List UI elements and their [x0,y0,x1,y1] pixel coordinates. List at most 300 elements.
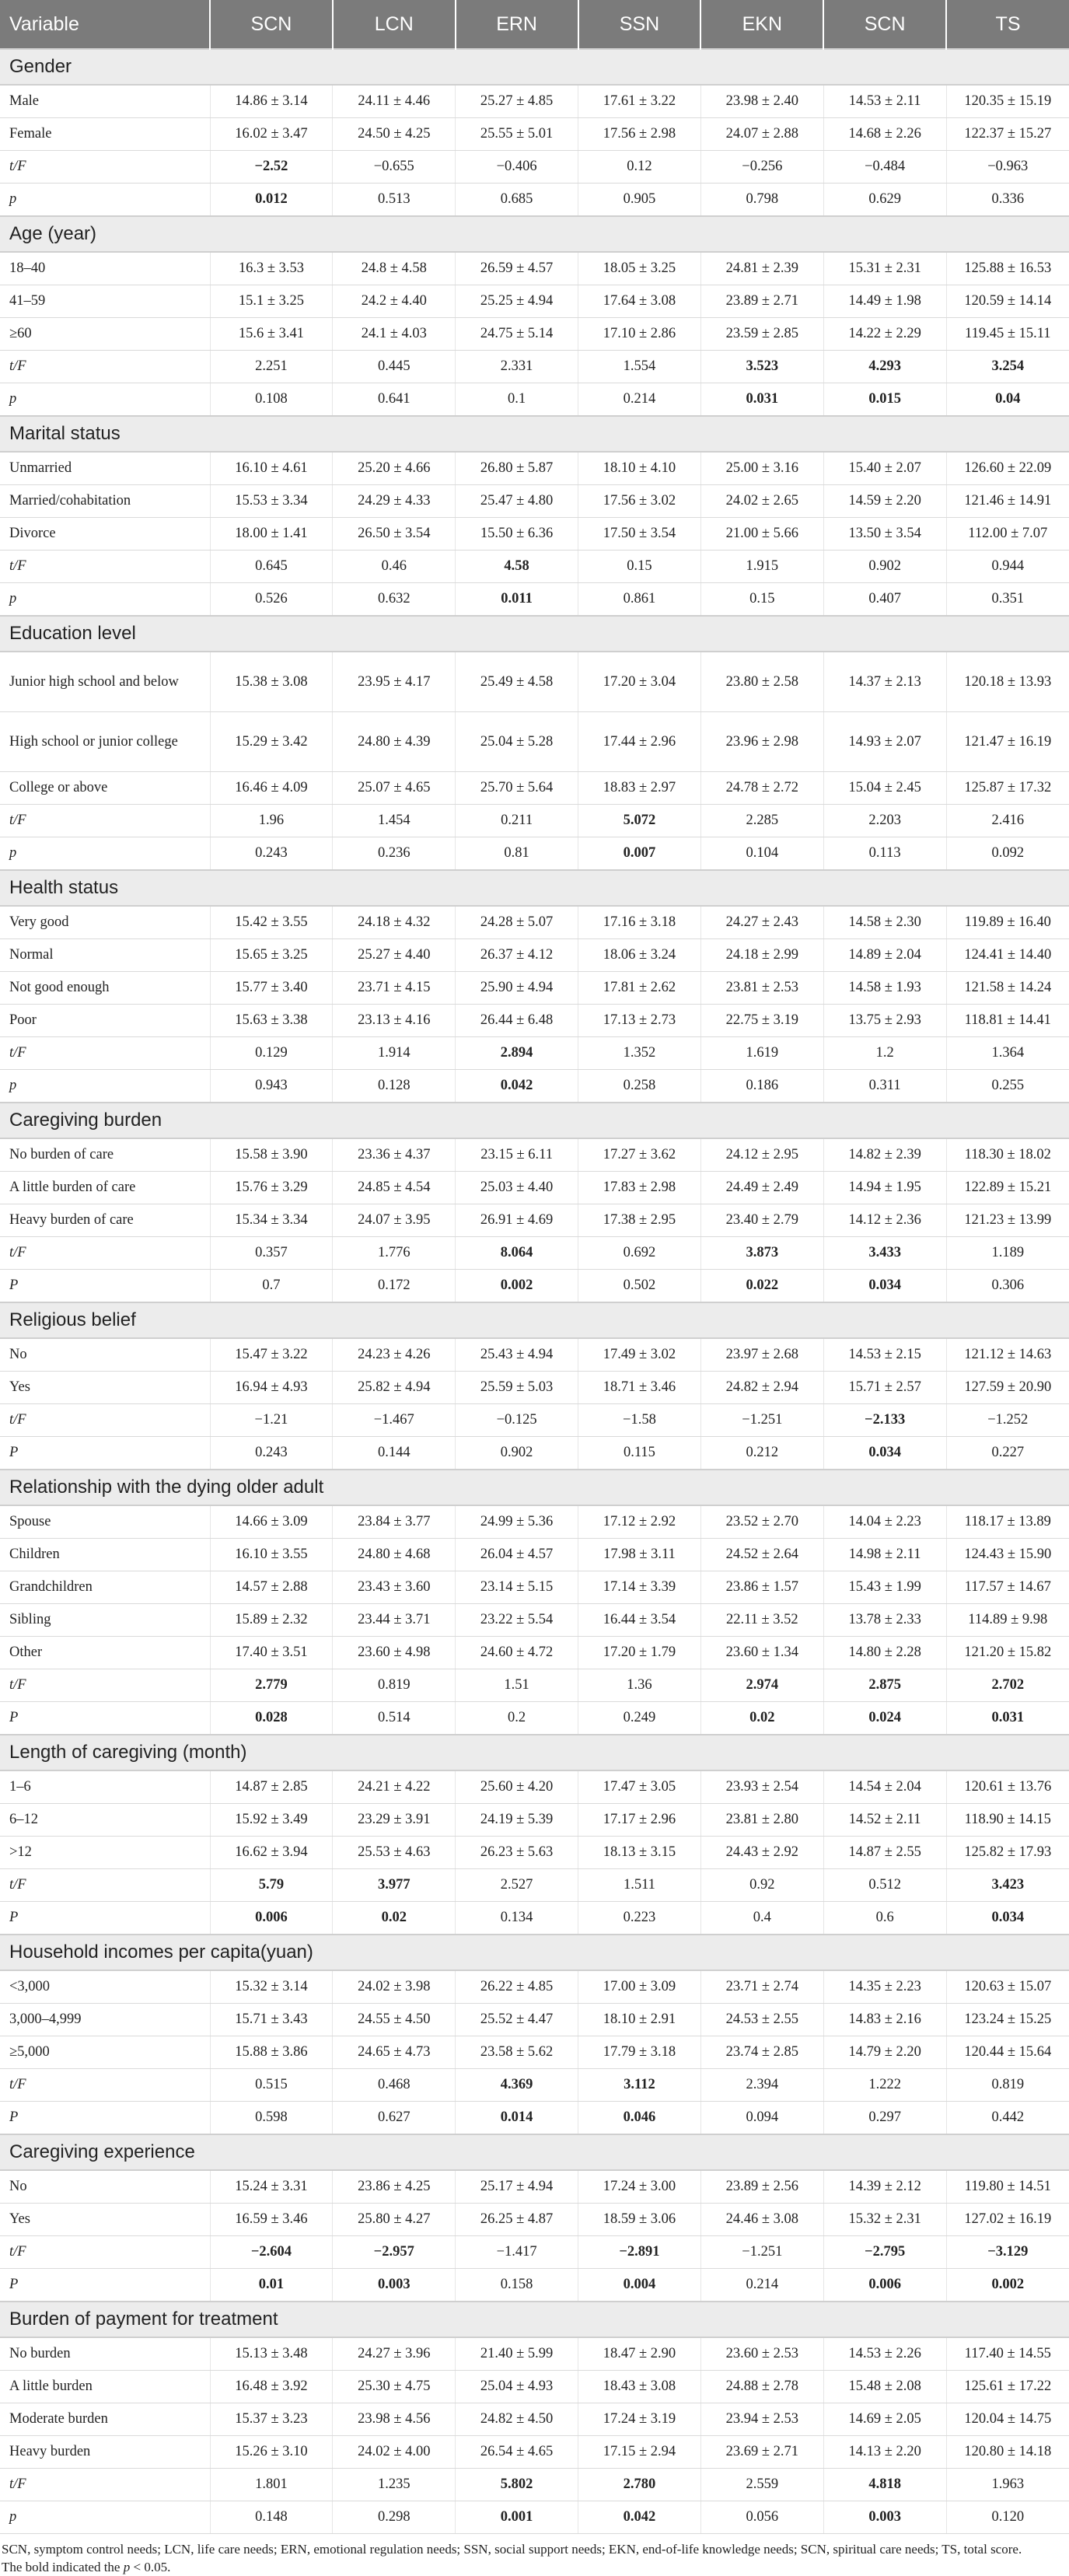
table-cell: 0.1 [456,383,578,417]
header-ekn: EKN [700,0,823,49]
table-cell: 3.112 [578,2069,701,2102]
table-cell: 24.12 ± 2.95 [700,1138,823,1172]
table-cell: 23.36 ± 4.37 [333,1138,456,1172]
table-cell: 16.94 ± 4.93 [210,1372,333,1404]
table-cell: 0.006 [823,2269,946,2302]
table-cell: 0.108 [210,383,333,417]
table-cell: −0.484 [823,151,946,184]
table-cell: 24.21 ± 4.22 [333,1770,456,1804]
footnote-significance-prefix: The bold indicated the [2,2560,124,2574]
table-cell: 2.527 [456,1869,578,1902]
table-cell: 16.3 ± 3.53 [210,252,333,285]
table-cell: 0.092 [946,837,1069,871]
table-cell: 2.331 [456,351,578,383]
table-row [0,1404,1069,1437]
table-cell: 0.186 [700,1070,823,1103]
section-header [0,616,1069,652]
section-title: Caregiving experience [0,2134,1069,2170]
table-row [0,2170,1069,2204]
table-cell: 4.58 [456,551,578,583]
table-cell: 0.502 [578,1270,701,1303]
table-cell: 0.944 [946,551,1069,583]
section-title: Marital status [0,416,1069,452]
table-cell: 5.072 [578,805,701,837]
table-cell: 24.53 ± 2.55 [700,2004,823,2036]
table-cell: 17.47 ± 3.05 [578,1770,701,1804]
table-cell: 0.236 [333,837,456,871]
table-cell: 24.80 ± 4.39 [333,712,456,772]
table-cell: 117.57 ± 14.67 [946,1571,1069,1604]
table-cell: 25.17 ± 4.94 [456,2170,578,2204]
table-cell: 0.134 [456,1902,578,1935]
table-cell: 0.031 [700,383,823,417]
table-cell: 17.83 ± 2.98 [578,1172,701,1204]
table-cell: 0.011 [456,583,578,617]
table-cell: 25.55 ± 5.01 [456,118,578,151]
section-header [0,1302,1069,1338]
table-cell: 0.028 [210,1702,333,1735]
table-cell: 0.306 [946,1270,1069,1303]
table-row [0,1837,1069,1869]
table-cell: 0.214 [578,383,701,417]
table-body [0,49,1069,2534]
table-cell: 15.63 ± 3.38 [210,1005,333,1037]
header-lcn: LCN [333,0,456,49]
table-cell: −0.256 [700,151,823,184]
table-cell: 14.53 ± 2.15 [823,1338,946,1372]
section-title: Age (year) [0,216,1069,252]
row-label: No [0,2170,210,2204]
table-cell: 5.802 [456,2469,578,2501]
table-cell: 25.30 ± 4.75 [333,2371,456,2403]
table-cell: 25.80 ± 4.27 [333,2204,456,2236]
row-label: ≥5,000 [0,2036,210,2069]
table-cell: 0.6 [823,1902,946,1935]
table-cell: 14.79 ± 2.20 [823,2036,946,2069]
header-scn-spiritual: SCN [823,0,946,49]
row-label: A little burden [0,2371,210,2403]
table-cell: 15.24 ± 3.31 [210,2170,333,2204]
table-cell: 0.227 [946,1437,1069,1470]
row-label: P [0,1437,210,1470]
table-cell: 120.44 ± 15.64 [946,2036,1069,2069]
table-cell: 0.015 [823,383,946,417]
table-cell: 23.74 ± 2.85 [700,2036,823,2069]
table-row [0,151,1069,184]
table-cell: 15.31 ± 2.31 [823,252,946,285]
table-cell: 25.82 ± 4.94 [333,1372,456,1404]
section-title: Religious belief [0,1302,1069,1338]
table-cell: 14.53 ± 2.11 [823,85,946,118]
row-label: 1–6 [0,1770,210,1804]
table-cell: 0.629 [823,184,946,217]
table-row [0,1270,1069,1303]
table-cell: 14.69 ± 2.05 [823,2403,946,2436]
table-cell: 0.258 [578,1070,701,1103]
table-cell: 120.35 ± 15.19 [946,85,1069,118]
table-cell: 23.86 ± 1.57 [700,1571,823,1604]
table-cell: 122.89 ± 15.21 [946,1172,1069,1204]
table-cell: 24.18 ± 2.99 [700,939,823,972]
table-cell: 23.58 ± 5.62 [456,2036,578,2069]
table-cell: 15.6 ± 3.41 [210,318,333,351]
table-cell: 18.05 ± 3.25 [578,252,701,285]
row-label: Divorce [0,518,210,551]
table-cell: −1.21 [210,1404,333,1437]
table-cell: 14.80 ± 2.28 [823,1637,946,1669]
table-cell: 17.20 ± 1.79 [578,1637,701,1669]
table-cell: 15.65 ± 3.25 [210,939,333,972]
table-cell: 2.779 [210,1669,333,1702]
table-cell: 0.022 [700,1270,823,1303]
row-label: ≥60 [0,318,210,351]
table-cell: 23.97 ± 2.68 [700,1338,823,1372]
table-cell: 0.002 [456,1270,578,1303]
row-label: t/F [0,151,210,184]
table-cell: 15.04 ± 2.45 [823,772,946,805]
table-cell: 0.902 [823,551,946,583]
table-cell: 1.222 [823,2069,946,2102]
table-cell: 17.24 ± 3.19 [578,2403,701,2436]
table-cell: 25.00 ± 3.16 [700,452,823,485]
table-cell: 0.001 [456,2501,578,2534]
table-cell: 0.645 [210,551,333,583]
section-header [0,2134,1069,2170]
table-cell: 15.37 ± 3.23 [210,2403,333,2436]
table-cell: 0.255 [946,1070,1069,1103]
table-row [0,1237,1069,1270]
table-cell: 121.58 ± 14.24 [946,972,1069,1005]
table-cell: 0.905 [578,184,701,217]
table-cell: 22.75 ± 3.19 [700,1005,823,1037]
table-cell: 2.780 [578,2469,701,2501]
table-cell: 119.45 ± 15.11 [946,318,1069,351]
table-cell: 24.19 ± 5.39 [456,1804,578,1837]
table-cell: 24.29 ± 4.33 [333,485,456,518]
table-cell: 0.819 [946,2069,1069,2102]
table-cell: 0.034 [823,1270,946,1303]
section-header [0,416,1069,452]
table-cell: 26.50 ± 3.54 [333,518,456,551]
table-cell: 24.60 ± 4.72 [456,1637,578,1669]
table-cell: −1.252 [946,1404,1069,1437]
table-cell: 14.68 ± 2.26 [823,118,946,151]
table-cell: 22.11 ± 3.52 [700,1604,823,1637]
row-label: Married/cohabitation [0,485,210,518]
table-cell: 14.58 ± 1.93 [823,972,946,1005]
table-cell: 23.89 ± 2.56 [700,2170,823,2204]
table-cell: 18.10 ± 4.10 [578,452,701,485]
table-row [0,2102,1069,2135]
table-cell: 0.214 [700,2269,823,2302]
table-cell: 24.43 ± 2.92 [700,1837,823,1869]
table-row [0,1437,1069,1470]
table-cell: 15.92 ± 3.49 [210,1804,333,1837]
table-cell: 24.27 ± 2.43 [700,906,823,939]
table-cell: 4.818 [823,2469,946,2501]
table-cell: 23.69 ± 2.71 [700,2436,823,2469]
row-label: Very good [0,906,210,939]
row-label: A little burden of care [0,1172,210,1204]
footnote-significance-suffix: < 0.05. [130,2560,171,2574]
table-cell: 25.52 ± 4.47 [456,2004,578,2036]
table-cell: 120.61 ± 13.76 [946,1770,1069,1804]
table-cell: 0.902 [456,1437,578,1470]
table-cell: 16.46 ± 4.09 [210,772,333,805]
table-row [0,1138,1069,1172]
table-cell: 0.104 [700,837,823,871]
table-cell: 15.29 ± 3.42 [210,712,333,772]
table-cell: 0.129 [210,1037,333,1070]
table-cell: 15.71 ± 3.43 [210,2004,333,2036]
row-label: t/F [0,551,210,583]
table-cell: 24.82 ± 2.94 [700,1372,823,1404]
table-cell: 17.40 ± 3.51 [210,1637,333,1669]
table-cell: 18.00 ± 1.41 [210,518,333,551]
table-row [0,118,1069,151]
table-cell: −2.133 [823,1404,946,1437]
header-row [0,0,1069,49]
table-row [0,1372,1069,1404]
table-cell: 24.28 ± 5.07 [456,906,578,939]
table-cell: 0.113 [823,837,946,871]
header-variable: Variable [0,0,210,49]
table-row [0,972,1069,1005]
table-cell: 16.10 ± 3.55 [210,1539,333,1571]
table-cell: 17.44 ± 2.96 [578,712,701,772]
row-label: p [0,2501,210,2534]
table-row [0,2204,1069,2236]
row-label: P [0,1270,210,1303]
table-row [0,1770,1069,1804]
table-row [0,1669,1069,1702]
table-cell: 23.71 ± 2.74 [700,1970,823,2004]
table-cell: 14.53 ± 2.26 [823,2337,946,2371]
table-cell: 127.59 ± 20.90 [946,1372,1069,1404]
header-scn-symptom: SCN [210,0,333,49]
table-cell: 112.00 ± 7.07 [946,518,1069,551]
table-cell: 1.914 [333,1037,456,1070]
header-ern: ERN [456,0,578,49]
table-cell: 125.87 ± 17.32 [946,772,1069,805]
row-label: t/F [0,1404,210,1437]
row-label: No burden of care [0,1138,210,1172]
table-cell: −2.604 [210,2236,333,2269]
table-cell: 25.20 ± 4.66 [333,452,456,485]
table-row [0,351,1069,383]
table-row [0,1172,1069,1204]
table-cell: 121.12 ± 14.63 [946,1338,1069,1372]
table-cell: 15.47 ± 3.22 [210,1338,333,1372]
table-cell: 15.13 ± 3.48 [210,2337,333,2371]
table-cell: 0.351 [946,583,1069,617]
table-row [0,1070,1069,1103]
table-cell: 23.60 ± 2.53 [700,2337,823,2371]
table-cell: 14.89 ± 2.04 [823,939,946,972]
table-cell: 14.04 ± 2.23 [823,1505,946,1539]
table-cell: 120.63 ± 15.07 [946,1970,1069,2004]
table-cell: 0.632 [333,583,456,617]
table-header [0,0,1069,49]
table-cell: 0.003 [823,2501,946,2534]
table-cell: 23.94 ± 2.53 [700,2403,823,2436]
table-cell: 114.89 ± 9.98 [946,1604,1069,1637]
table-cell: 4.293 [823,351,946,383]
table-cell: 25.27 ± 4.85 [456,85,578,118]
table-row [0,285,1069,318]
table-row [0,583,1069,617]
table-cell: 14.39 ± 2.12 [823,2170,946,2204]
row-label: t/F [0,1869,210,1902]
table-cell: 23.14 ± 5.15 [456,1571,578,1604]
table-cell: 1.554 [578,351,701,383]
table-cell: 17.79 ± 3.18 [578,2036,701,2069]
table-cell: 24.23 ± 4.26 [333,1338,456,1372]
table-footnote [0,2534,1069,2576]
table-row [0,2236,1069,2269]
table-cell: 15.34 ± 3.34 [210,1204,333,1237]
table-cell: 25.03 ± 4.40 [456,1172,578,1204]
table-cell: −1.467 [333,1404,456,1437]
table-cell: 0.02 [700,1702,823,1735]
table-cell: 15.26 ± 3.10 [210,2436,333,2469]
row-label: >12 [0,1837,210,1869]
table-cell: 1.189 [946,1237,1069,1270]
table-cell: 24.78 ± 2.72 [700,772,823,805]
row-label: P [0,2269,210,2302]
table-cell: 23.29 ± 3.91 [333,1804,456,1837]
row-label: t/F [0,1037,210,1070]
table-row [0,452,1069,485]
table-cell: 14.37 ± 2.13 [823,652,946,712]
table-cell: 16.62 ± 3.94 [210,1837,333,1869]
table-cell: 24.27 ± 3.96 [333,2337,456,2371]
section-title: Caregiving burden [0,1103,1069,1138]
table-cell: 25.27 ± 4.40 [333,939,456,972]
row-label: 18–40 [0,252,210,285]
table-cell: 21.00 ± 5.66 [700,518,823,551]
table-cell: 0.514 [333,1702,456,1735]
table-row [0,85,1069,118]
table-cell: 0.515 [210,2069,333,2102]
table-cell: 26.25 ± 4.87 [456,2204,578,2236]
table-row [0,252,1069,285]
table-cell: 26.04 ± 4.57 [456,1539,578,1571]
table-cell: 15.71 ± 2.57 [823,1372,946,1404]
table-cell: 14.54 ± 2.04 [823,1770,946,1804]
table-cell: 0.943 [210,1070,333,1103]
table-cell: 0.006 [210,1902,333,1935]
header-ssn: SSN [578,0,701,49]
table-row [0,2069,1069,2102]
section-header [0,216,1069,252]
table-cell: 14.52 ± 2.11 [823,1804,946,1837]
table-cell: 17.50 ± 3.54 [578,518,701,551]
row-label: p [0,184,210,217]
row-label: p [0,583,210,617]
table-cell: 0.15 [700,583,823,617]
table-cell: 15.42 ± 3.55 [210,906,333,939]
table-row [0,1804,1069,1837]
table-cell: 0.442 [946,2102,1069,2135]
table-cell: 26.59 ± 4.57 [456,252,578,285]
table-row [0,1970,1069,2004]
row-label: Grandchildren [0,1571,210,1604]
table-cell: 1.511 [578,1869,701,1902]
table-cell: 14.22 ± 2.29 [823,318,946,351]
table-cell: 14.58 ± 2.30 [823,906,946,939]
table-cell: 17.56 ± 3.02 [578,485,701,518]
table-cell: 23.80 ± 2.58 [700,652,823,712]
section-title: Relationship with the dying older adult [0,1470,1069,1505]
table-cell: 25.59 ± 5.03 [456,1372,578,1404]
table-cell: 24.46 ± 3.08 [700,2204,823,2236]
table-cell: 18.83 ± 2.97 [578,772,701,805]
table-cell: 24.02 ± 2.65 [700,485,823,518]
table-cell: 17.56 ± 2.98 [578,118,701,151]
row-label: t/F [0,2236,210,2269]
table-cell: −1.251 [700,1404,823,1437]
table-cell: 23.60 ± 1.34 [700,1637,823,1669]
table-cell: 2.875 [823,1669,946,1702]
table-cell: 14.57 ± 2.88 [210,1571,333,1604]
table-cell: 15.48 ± 2.08 [823,2371,946,2403]
table-cell: 0.031 [946,1702,1069,1735]
table-cell: 0.223 [578,1902,701,1935]
table-cell: 14.87 ± 2.85 [210,1770,333,1804]
table-row [0,906,1069,939]
table-cell: 13.75 ± 2.93 [823,1005,946,1037]
row-label: t/F [0,351,210,383]
table-row [0,2403,1069,2436]
table-cell: 24.8 ± 4.58 [333,252,456,285]
table-cell: 24.52 ± 2.64 [700,1539,823,1571]
table-cell: 2.974 [700,1669,823,1702]
table-cell: 0.92 [700,1869,823,1902]
table-cell: 24.80 ± 4.68 [333,1539,456,1571]
section-header [0,1103,1069,1138]
table-cell: 17.64 ± 3.08 [578,285,701,318]
table-cell: 2.894 [456,1037,578,1070]
table-cell: 3.523 [700,351,823,383]
table-cell: 23.60 ± 4.98 [333,1637,456,1669]
table-row [0,2004,1069,2036]
table-cell: 23.15 ± 6.11 [456,1138,578,1172]
table-cell: 15.77 ± 3.40 [210,972,333,1005]
table-cell: 121.20 ± 15.82 [946,1637,1069,1669]
section-header [0,870,1069,906]
table-cell: 25.70 ± 5.64 [456,772,578,805]
table-cell: 0.115 [578,1437,701,1470]
table-cell: 13.78 ± 2.33 [823,1604,946,1637]
table-row [0,772,1069,805]
section-title: Gender [0,49,1069,85]
table-cell: 2.285 [700,805,823,837]
table-row [0,1869,1069,1902]
table-row [0,805,1069,837]
table-cell: 23.89 ± 2.71 [700,285,823,318]
table-cell: 15.88 ± 3.86 [210,2036,333,2069]
row-label: t/F [0,1237,210,1270]
table-cell: 0.002 [946,2269,1069,2302]
row-label: College or above [0,772,210,805]
row-label: 3,000–4,999 [0,2004,210,2036]
table-cell: 17.49 ± 3.02 [578,1338,701,1372]
table-cell: 0.211 [456,805,578,837]
table-cell: 0.685 [456,184,578,217]
table-cell: 3.433 [823,1237,946,1270]
header-ts: TS [946,0,1069,49]
